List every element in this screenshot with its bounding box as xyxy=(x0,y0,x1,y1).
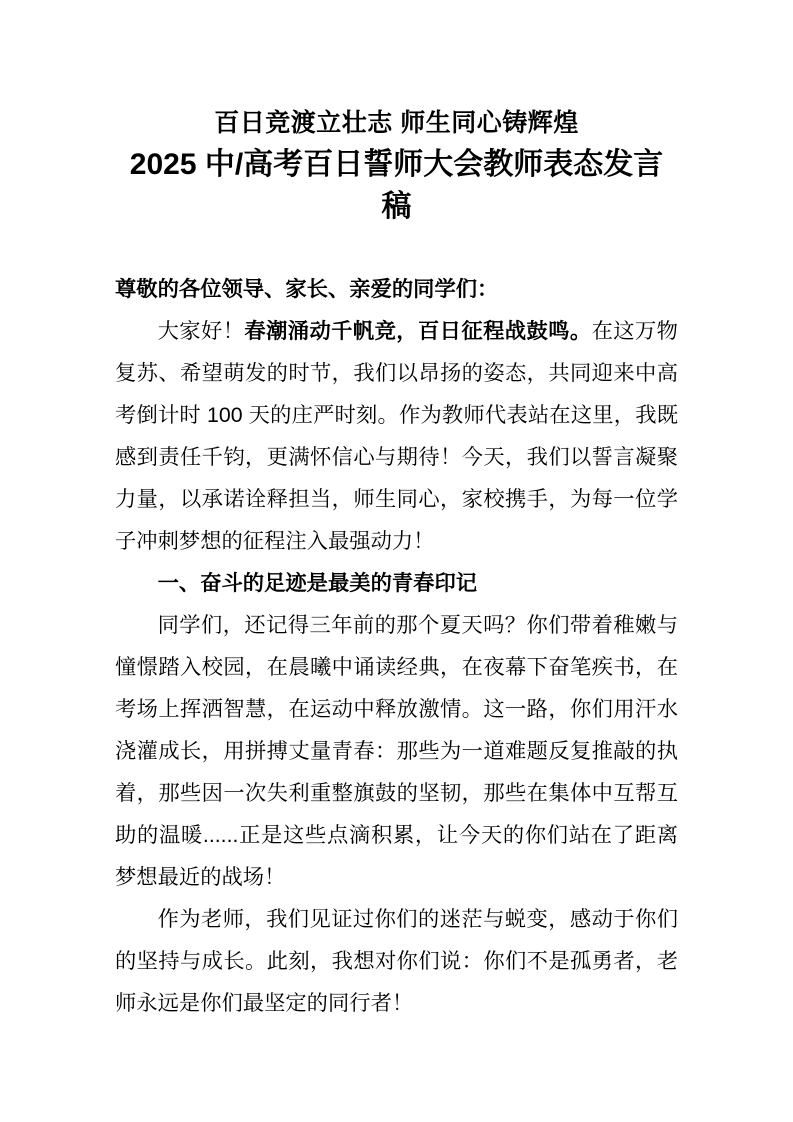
opening-paragraph-bold-phrase: 春潮涌动千帆竞，百日征程战鼓鸣。 xyxy=(244,319,592,343)
opening-paragraph xyxy=(115,310,678,562)
section-1-paragraph-1: 同学们，还记得三年前的那个夏天吗？你们带着稚嫩与憧憬踏入校园，在晨曦中诵读经典，在夜幕下奋笔疾书，在考场上挥洒智慧，在运动中释放激情。这一路，你们用汗水浇灌成长，用拼搏丈量青春：那些为一道难题反复推敲的执着，那些因一次失利重整旗鼓的坚韧，那些在集体中互帮互助的温暖......正是这些点滴积累，让今天的你们站在了距离梦想最近的战场！ xyxy=(115,613,678,889)
opening-paragraph-prefix: 大家好！ xyxy=(157,319,245,343)
section-1-paragraph-2: 作为老师，我们见证过你们的迷茫与蜕变，感动于你们的坚持与成长。此刻，我想对你们说：你们不是孤勇者，老师永远是你们最坚定的同行者！ xyxy=(115,907,678,1015)
document-body xyxy=(115,268,678,1024)
salutation-line: 尊敬的各位领导、家长、亲爱的同学们： xyxy=(115,277,499,301)
document-title-main xyxy=(115,144,678,228)
opening-paragraph-rest: 在这万物复苏、希望萌发的时节，我们以昂扬的姿态，共同迎来中高考倒计时 100 天的庄严时刻。作为教师代表站在这里，我既感到责任千钧，更满怀信心与期待！今天，我们以誓言凝聚力量，以承诺诠释担当，师生同心，家校携手，为每一位学子冲刺梦想的征程注入最强动力！ xyxy=(115,319,678,553)
document-title-line-3: 稿 xyxy=(381,190,412,223)
section-1-heading: 一、奋斗的足迹是最美的青春印记 xyxy=(157,571,478,595)
document-title-line-1: 百日竞渡立壮志 师生同心铸辉煌 xyxy=(214,109,579,137)
document-title-line-2: 2025 中/高考百日誓师大会教师表态发言 xyxy=(129,148,664,181)
